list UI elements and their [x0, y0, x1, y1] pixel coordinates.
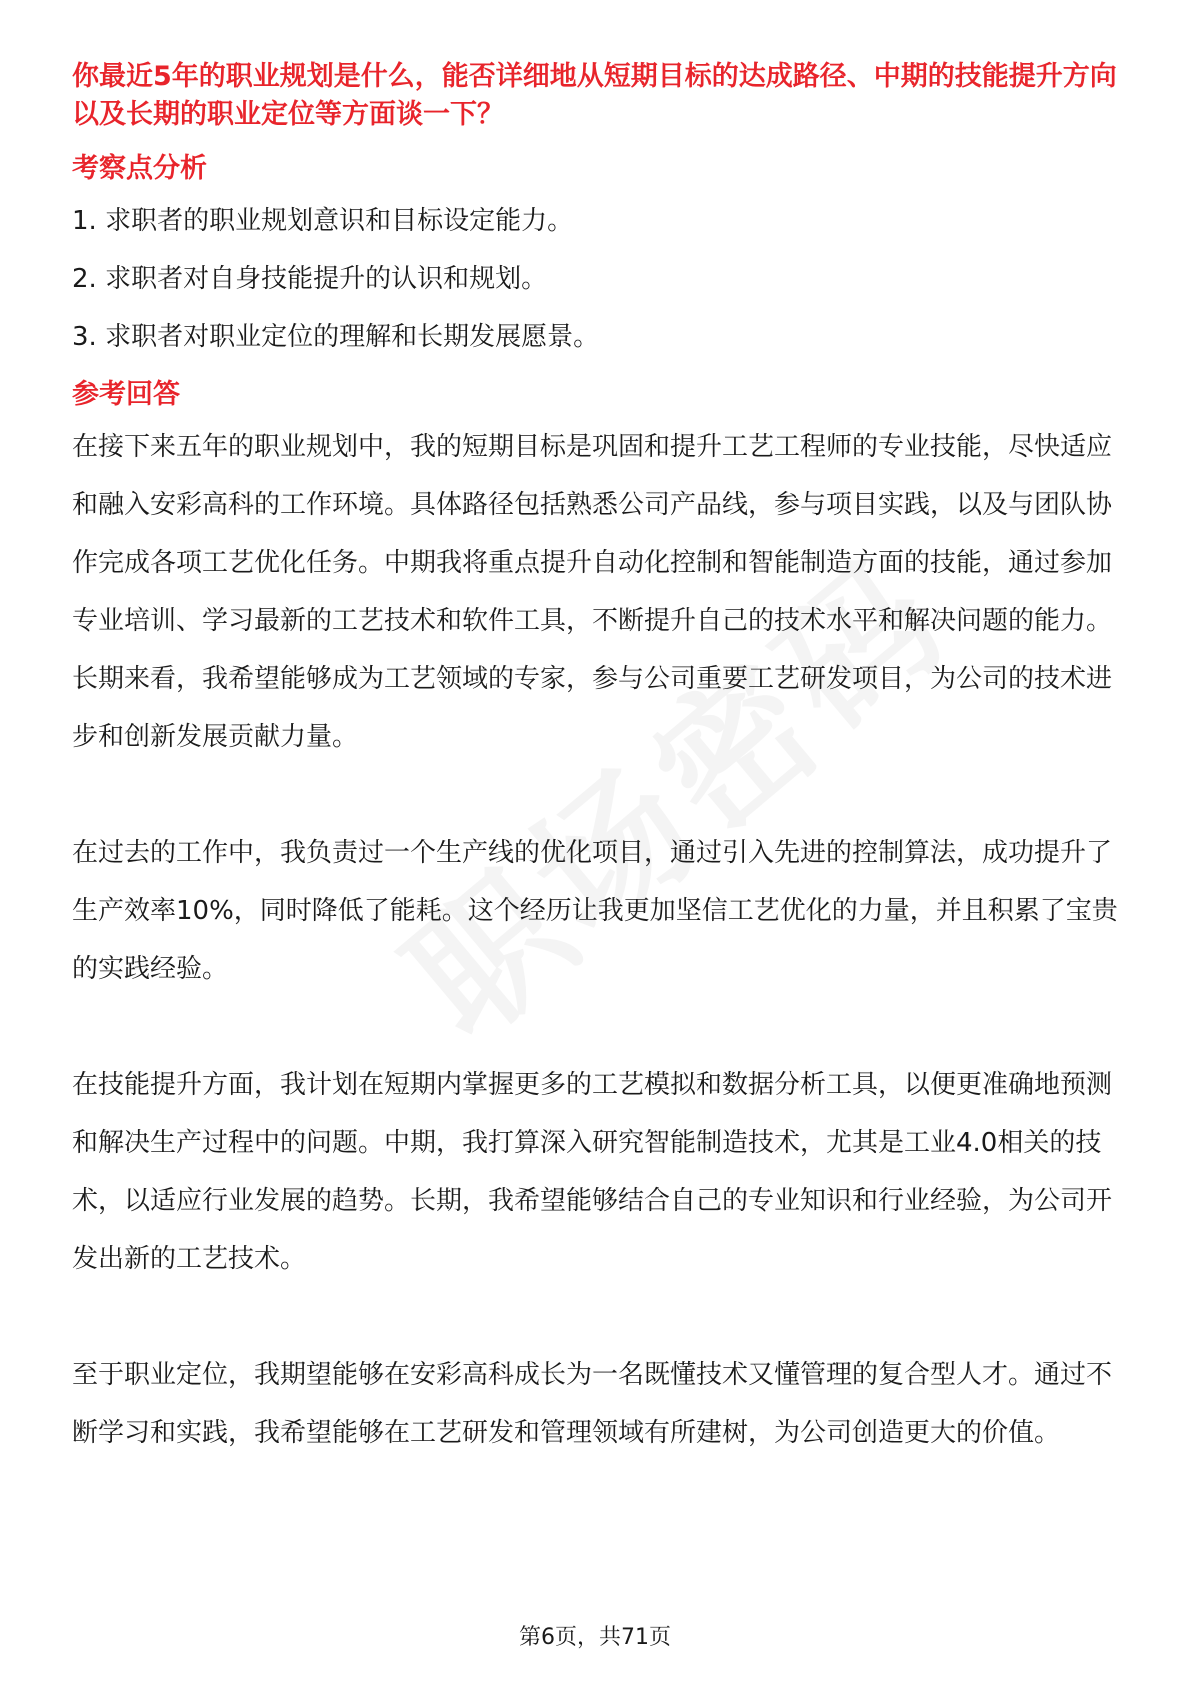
- analysis-item: 2. 求职者对自身技能提升的认识和规划。: [72, 264, 548, 294]
- answer-heading: 参考回答: [72, 379, 180, 410]
- answer-paragraph: 在接下来五年的职业规划中，我的短期目标是巩固和提升工艺工程师的专业技能，尽快适应和融入安彩高科的工作环境。具体路径包括熟悉公司产品线，参与项目实践，以及与团队协作完成各项工艺优化任务。中期我将重点提升自动化控制和智能制造方面的技能，通过参加专业培训、学习最新的工艺技术和软件工具，不断提升自己的技术水平和解决问题的能力。长期来看，我希望能够成为工艺领域的专家，参与公司重要工艺研发项目，为公司的技术进步和创新发展贡献力量。: [72, 432, 1113, 752]
- analysis-item: 1. 求职者的职业规划意识和目标设定能力。: [72, 206, 574, 236]
- question-title: 你最近5年的职业规划是什么，能否详细地从短期目标的达成路径、中期的技能提升方向以及长期的职业定位等方面谈一下？: [72, 61, 1117, 130]
- answer-paragraph: 至于职业定位，我期望能够在安彩高科成长为一名既懂技术又懂管理的复合型人才。通过不断学习和实践，我希望能够在工艺研发和管理领域有所建树，为公司创造更大的价值。: [72, 1360, 1113, 1448]
- page-footer: 第6页，共71页: [519, 1625, 671, 1650]
- document-page: [72, 58, 1122, 1462]
- answer-paragraph: 在技能提升方面，我计划在短期内掌握更多的工艺模拟和数据分析工具，以便更准确地预测和解决生产过程中的问题。中期，我打算深入研究智能制造技术，尤其是工业4.0相关的技术，以适应行业发展的趋势。长期，我希望能够结合自己的专业知识和行业经验，为公司开发出新的工艺技术。: [72, 1070, 1113, 1274]
- analysis-list: [72, 202, 1122, 356]
- analysis-item: 3. 求职者对职业定位的理解和长期发展愿景。: [72, 322, 600, 352]
- answer-paragraph: 在过去的工作中，我负责过一个生产线的优化项目，通过引入先进的控制算法，成功提升了生产效率10%，同时降低了能耗。这个经历让我更加坚信工艺优化的力量，并且积累了宝贵的实践经验。: [72, 838, 1118, 984]
- analysis-heading: 考察点分析: [72, 153, 207, 184]
